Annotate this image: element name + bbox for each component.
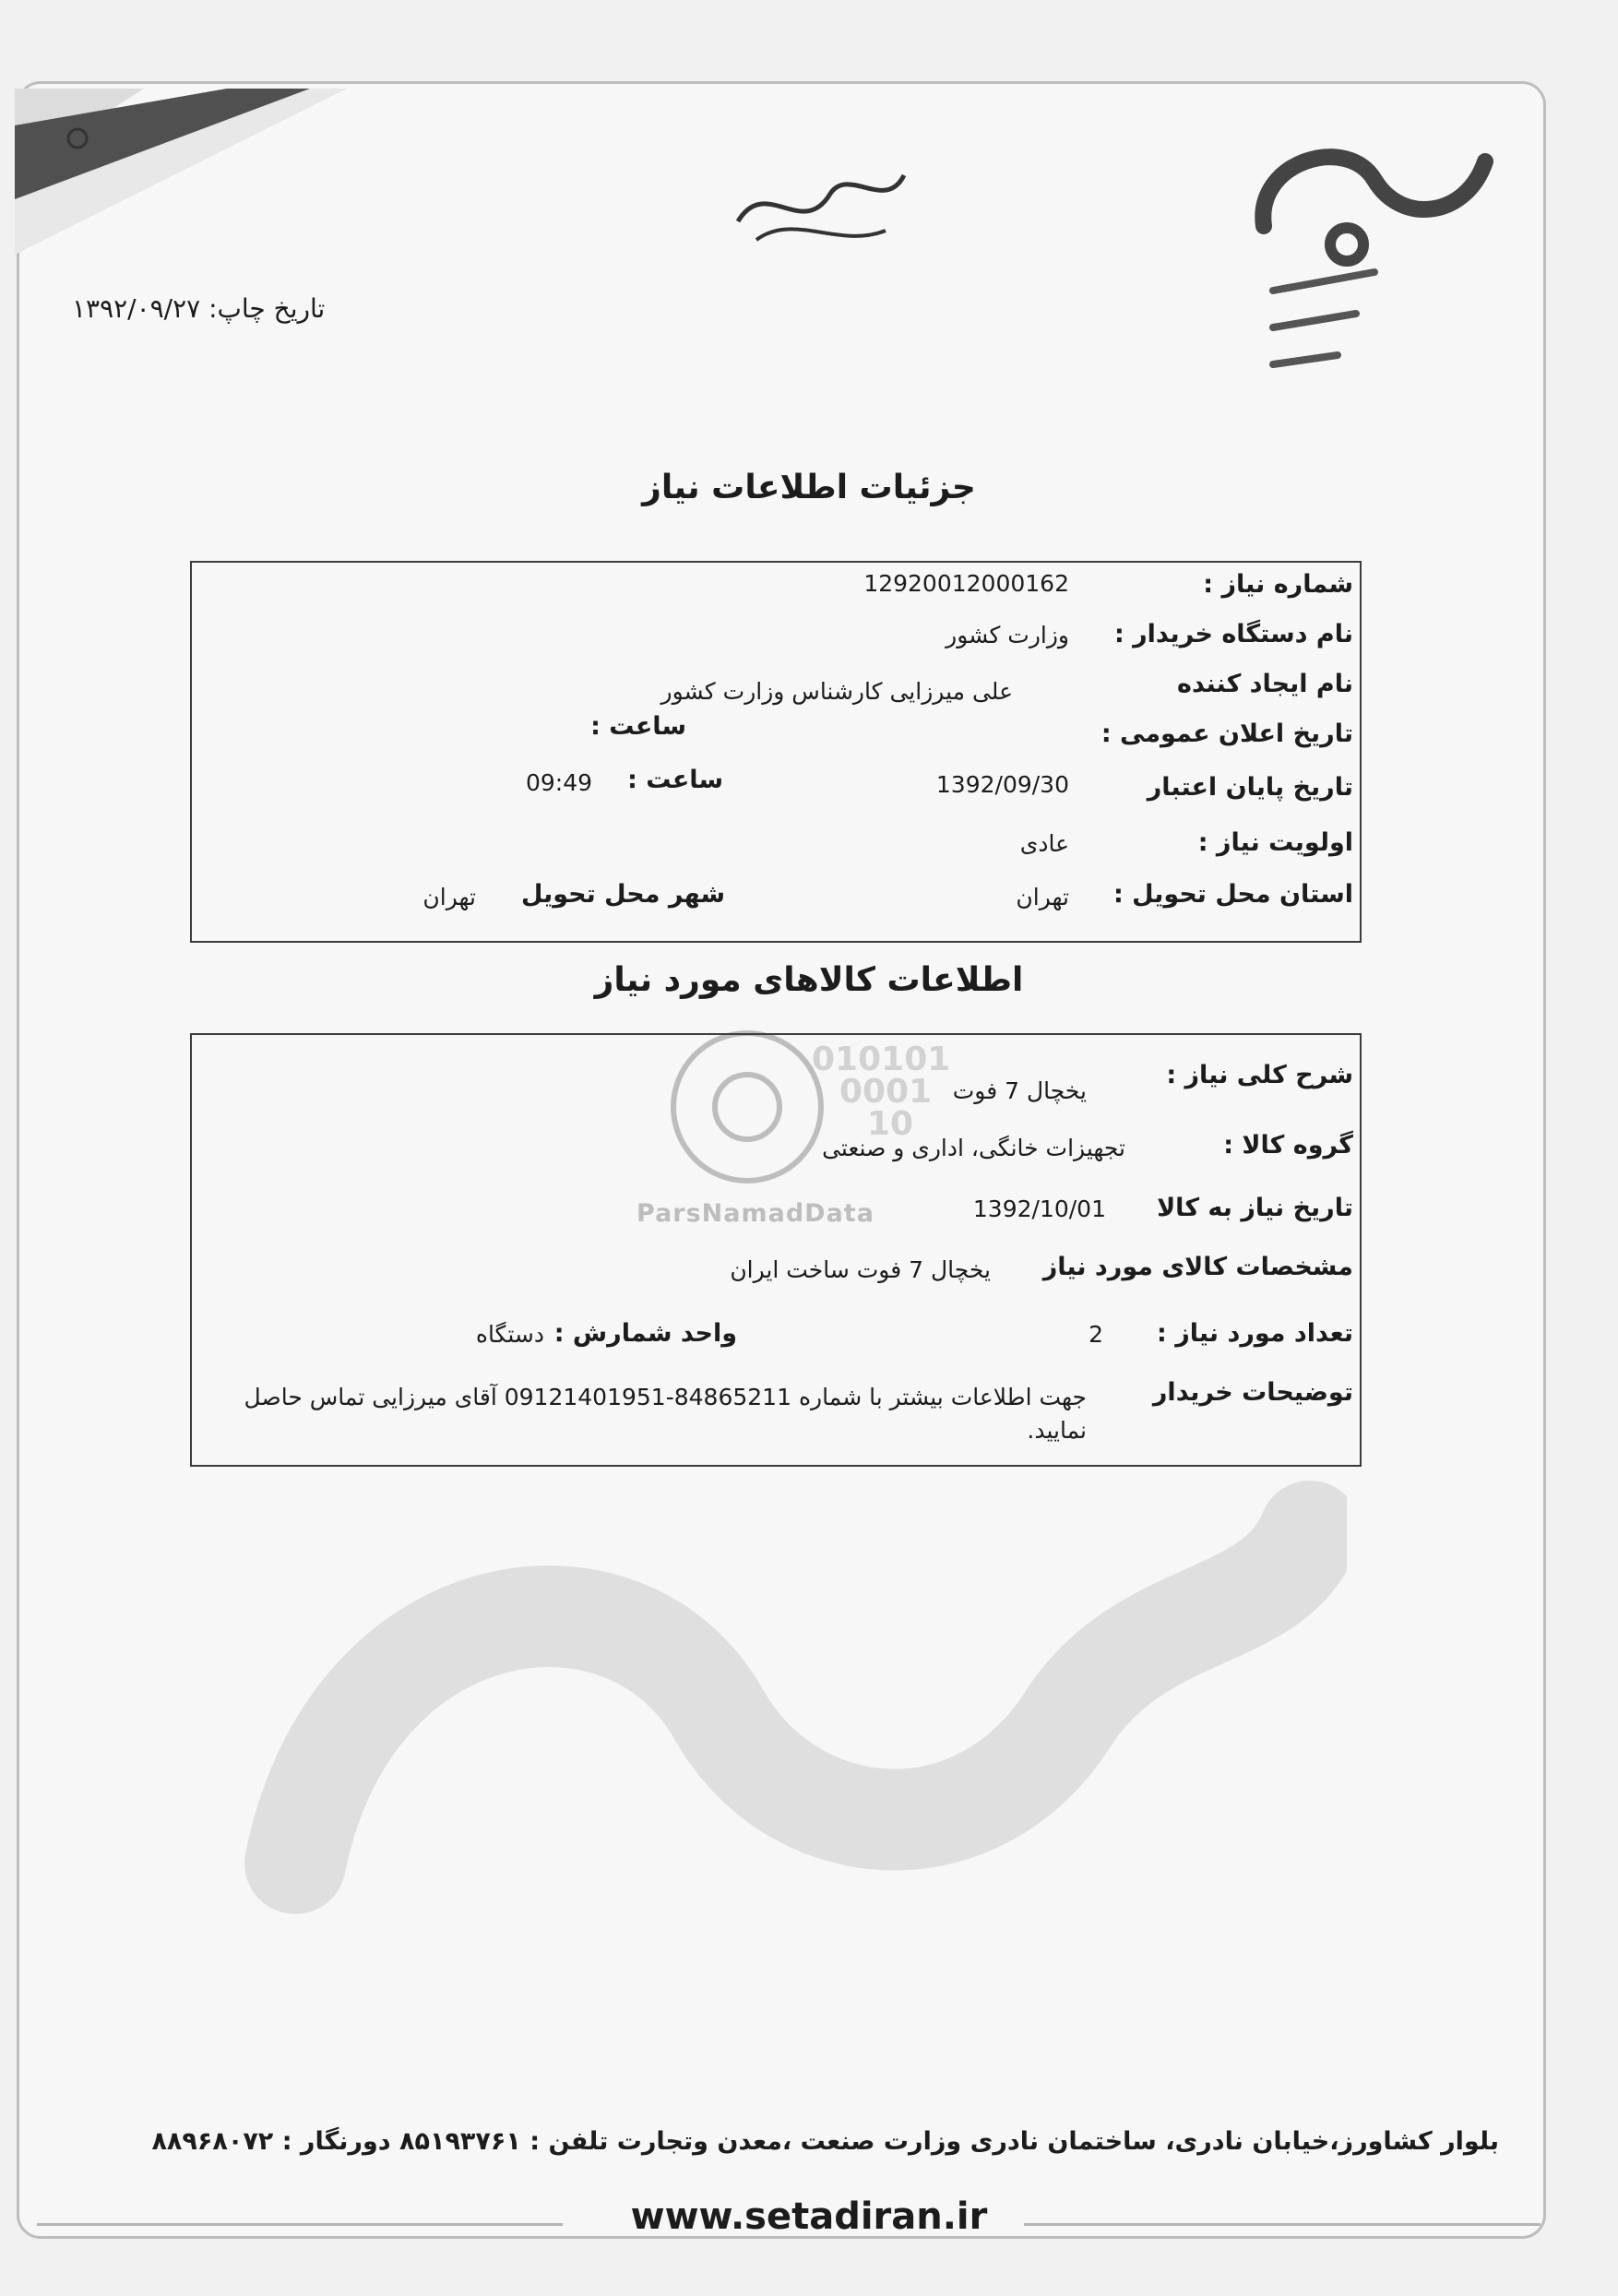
buyer-label: نام دستگاه خریدار :	[1113, 620, 1353, 648]
announce-date-label: تاریخ اعلان عمومی :	[1100, 720, 1353, 748]
unit-value: دستگاه	[475, 1321, 544, 1348]
priority-label: اولویت نیاز :	[1197, 828, 1353, 857]
creator-label: نام ایجاد کننده	[1177, 670, 1353, 698]
creator-value: علی میرزایی کارشناس وزارت کشور	[660, 678, 1013, 705]
svg-text:0001: 0001	[839, 1073, 933, 1111]
svg-text:10: 10	[867, 1105, 914, 1143]
description-label: شرح کلی نیاز :	[1166, 1061, 1353, 1089]
city-value: تهران	[422, 884, 476, 910]
priority-value: عادی	[1019, 830, 1069, 857]
stamp-text: ParsNamadData	[636, 1199, 874, 1228]
buyer-notes-line1: جهت اطلاعات بیشتر با شماره 84865211-09121401951 آقای میرزایی تماس حاصل	[244, 1384, 1087, 1410]
buyer-value: وزارت کشور	[946, 622, 1069, 648]
unit-label: واحد شمارش :	[553, 1319, 737, 1348]
buyer-notes-line2: نمایید.	[1027, 1417, 1087, 1444]
svg-text:010101: 010101	[812, 1041, 951, 1078]
print-date: تاریخ چاپ: ۱۳۹۲/۰۹/۲۷	[72, 293, 326, 324]
validity-time-label: ساعت :	[627, 766, 723, 794]
validity-time-value: 09:49	[525, 769, 592, 796]
validity-date-label: تاریخ پایان اعتبار	[1147, 773, 1353, 802]
specs-value: یخچال 7 فوت ساخت ایران	[730, 1256, 991, 1283]
need-date-label: تاریخ نیاز به کالا	[1157, 1194, 1353, 1222]
iran-flag-corner	[15, 89, 347, 255]
announce-time-label: ساعت :	[590, 712, 686, 741]
province-label: استان محل تحویل :	[1112, 880, 1353, 909]
footer-address: بلوار کشاورز،خیابان نادری، ساختمان نادری وزارت صنعت ،معدن وتجارت تلفن : ۸۵۱۹۳۷۶۱ دورنگار : ۸۸۹۶۸۰۷۲	[151, 2127, 1499, 2156]
buyer-notes-label: توضیحات خریدار	[1152, 1378, 1353, 1407]
setad-logo	[1236, 106, 1513, 392]
validity-date-value: 1392/09/30	[935, 771, 1069, 798]
quantity-label: تعداد مورد نیاز :	[1157, 1319, 1353, 1348]
footer-url: www.setadiran.ir	[630, 2195, 988, 2238]
need-number-value: 12920012000162	[863, 570, 1069, 597]
need-date-value: 1392/10/01	[972, 1196, 1106, 1222]
specs-label: مشخصات کالای مورد نیاز	[1042, 1253, 1353, 1281]
goods-group-value: تجهیزات خانگی، اداری و صنعتی	[822, 1135, 1125, 1161]
province-value: تهران	[1016, 884, 1069, 910]
setad-watermark	[240, 1476, 1347, 1956]
footer-line-right	[1024, 2223, 1541, 2226]
description-value: یخچال 7 فوت	[952, 1077, 1087, 1104]
quantity-value: 2	[1089, 1321, 1103, 1348]
goods-info-title: اطلاعات کالاهای مورد نیاز	[594, 961, 1024, 999]
city-label: شهر محل تحویل	[520, 880, 725, 909]
bismillah-calligraphy	[729, 157, 913, 258]
goods-group-label: گروه کالا :	[1223, 1131, 1353, 1160]
need-number-label: شماره نیاز :	[1203, 570, 1353, 599]
need-info-title: جزئیات اطلاعات نیاز	[642, 469, 976, 506]
